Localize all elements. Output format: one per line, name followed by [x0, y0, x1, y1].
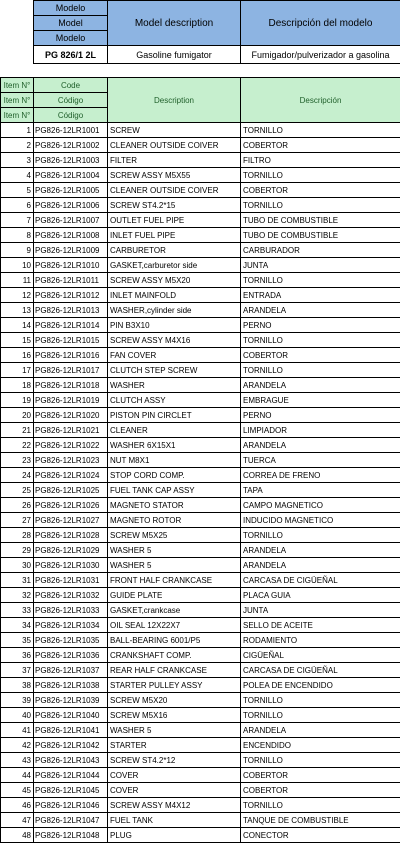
model-description-header: Model description [108, 1, 241, 46]
part-code: PG826-12LR1024 [34, 468, 108, 483]
table-row [1, 783, 400, 798]
part-code: PG826-12LR1035 [34, 633, 108, 648]
parts-table [0, 77, 400, 843]
item-number: 13 [1, 303, 34, 318]
item-number: 20 [1, 408, 34, 423]
part-code: PG826-12LR1046 [34, 798, 108, 813]
model-desc-en: Gasoline fumigator [108, 46, 241, 64]
part-description-es: TORNILLO [241, 123, 400, 138]
part-code: PG826-12LR1019 [34, 393, 108, 408]
item-number: 16 [1, 348, 34, 363]
part-code: PG826-12LR1040 [34, 708, 108, 723]
modelo-label: Modelo [34, 1, 108, 16]
part-code: PG826-12LR1008 [34, 228, 108, 243]
part-description-en: STOP CORD COMP. [108, 468, 241, 483]
table-row [1, 393, 400, 408]
table-row [1, 363, 400, 378]
item-number: 38 [1, 678, 34, 693]
item-number: 48 [1, 828, 34, 843]
item-number: 34 [1, 618, 34, 633]
part-description-es: CARCASA DE CIGÜEÑAL [241, 573, 400, 588]
part-code: PG826-12LR1027 [34, 513, 108, 528]
part-description-es: ARANDELA [241, 558, 400, 573]
part-description-en: SCREW M5X25 [108, 528, 241, 543]
part-description-en: COVER [108, 783, 241, 798]
item-number: 21 [1, 423, 34, 438]
part-description-en: SCREW [108, 123, 241, 138]
part-description-es: LIMPIADOR [241, 423, 400, 438]
table-row [1, 603, 400, 618]
item-number: 18 [1, 378, 34, 393]
item-number: 7 [1, 213, 34, 228]
part-code: PG826-12LR1020 [34, 408, 108, 423]
part-description-es: TORNILLO [241, 798, 400, 813]
model-desc-es: Fumigador/pulverizador a gasolina [241, 46, 400, 64]
model-code: PG 826/1 2L [34, 46, 108, 64]
item-number: 31 [1, 573, 34, 588]
part-description-en: WASHER,cylinder side [108, 303, 241, 318]
part-code: PG826-12LR1010 [34, 258, 108, 273]
model-label: Model [34, 16, 108, 31]
part-code: PG826-12LR1038 [34, 678, 108, 693]
part-description-es: PERNO [241, 408, 400, 423]
descripcion-header: Descripción [241, 78, 400, 123]
part-description-es: ARANDELA [241, 378, 400, 393]
part-code: PG826-12LR1009 [34, 243, 108, 258]
part-description-en: FUEL TANK [108, 813, 241, 828]
item-number: 42 [1, 738, 34, 753]
part-description-en: SCREW ST4.2*15 [108, 198, 241, 213]
item-number: 28 [1, 528, 34, 543]
part-code: PG826-12LR1043 [34, 753, 108, 768]
part-description-es: COBERTOR [241, 138, 400, 153]
part-code: PG826-12LR1042 [34, 738, 108, 753]
part-description-en: STARTER [108, 738, 241, 753]
item-number: 4 [1, 168, 34, 183]
part-description-es: TUBO DE COMBUSTIBLE [241, 228, 400, 243]
part-description-en: PISTON PIN CIRCLET [108, 408, 241, 423]
item-number: 29 [1, 543, 34, 558]
table-row [1, 153, 400, 168]
part-description-en: NUT M8X1 [108, 453, 241, 468]
part-code: PG826-12LR1031 [34, 573, 108, 588]
part-code: PG826-12LR1047 [34, 813, 108, 828]
part-code: PG826-12LR1012 [34, 288, 108, 303]
part-description-es: CAMPO MAGNETICO [241, 498, 400, 513]
part-description-es: TORNILLO [241, 273, 400, 288]
item-number: 36 [1, 648, 34, 663]
table-row [1, 348, 400, 363]
part-description-es: FILTRO [241, 153, 400, 168]
part-description-en: CARBURETOR [108, 243, 241, 258]
part-code: PG826-12LR1014 [34, 318, 108, 333]
part-code: PG826-12LR1004 [34, 168, 108, 183]
part-code: PG826-12LR1039 [34, 693, 108, 708]
part-description-es: EMBRAGUE [241, 393, 400, 408]
item-number: 46 [1, 798, 34, 813]
table-row [1, 753, 400, 768]
table-row [1, 663, 400, 678]
table-row [1, 423, 400, 438]
part-code: PG826-12LR1015 [34, 333, 108, 348]
table-row [1, 333, 400, 348]
item-number-header: Item N° [1, 78, 34, 93]
part-description-en: SCREW M5X20 [108, 693, 241, 708]
table-row [1, 513, 400, 528]
item-number: 3 [1, 153, 34, 168]
item-number: 8 [1, 228, 34, 243]
item-number: 12 [1, 288, 34, 303]
part-code: PG826-12LR1048 [34, 828, 108, 843]
part-description-en: STARTER PULLEY ASSY [108, 678, 241, 693]
part-description-es: TORNILLO [241, 198, 400, 213]
table-row [1, 408, 400, 423]
part-description-es: TORNILLO [241, 363, 400, 378]
part-description-es: TANQUE DE COMBUSTIBLE [241, 813, 400, 828]
item-number: 32 [1, 588, 34, 603]
part-description-es: CONECTOR [241, 828, 400, 843]
part-description-es: ARANDELA [241, 438, 400, 453]
part-description-en: WASHER [108, 378, 241, 393]
item-number: 33 [1, 603, 34, 618]
part-code: PG826-12LR1045 [34, 783, 108, 798]
item-number: 44 [1, 768, 34, 783]
part-description-en: BALL-BEARING 6001/P5 [108, 633, 241, 648]
part-description-es: ENTRADA [241, 288, 400, 303]
part-code: PG826-12LR1002 [34, 138, 108, 153]
codigo-header-2: Código [34, 108, 108, 123]
table-row [1, 318, 400, 333]
part-description-es: INDUCIDO MAGNETICO [241, 513, 400, 528]
part-description-en: SCREW M5X16 [108, 708, 241, 723]
part-description-es: TORNILLO [241, 168, 400, 183]
part-description-es: TORNILLO [241, 528, 400, 543]
part-description-en: CLEANER OUTSIDE COIVER [108, 183, 241, 198]
part-code: PG826-12LR1007 [34, 213, 108, 228]
part-description-en: PIN B3X10 [108, 318, 241, 333]
table-row [1, 813, 400, 828]
part-description-es: ARANDELA [241, 303, 400, 318]
part-code: PG826-12LR1029 [34, 543, 108, 558]
part-description-en: GUIDE PLATE [108, 588, 241, 603]
table-row [1, 303, 400, 318]
part-description-es: TORNILLO [241, 753, 400, 768]
item-number: 17 [1, 363, 34, 378]
part-code: PG826-12LR1030 [34, 558, 108, 573]
part-description-en: OUTLET FUEL PIPE [108, 213, 241, 228]
item-number: 5 [1, 183, 34, 198]
item-number: 23 [1, 453, 34, 468]
item-number: 19 [1, 393, 34, 408]
part-description-es: COBERTOR [241, 783, 400, 798]
table-row [1, 453, 400, 468]
item-number: 37 [1, 663, 34, 678]
item-number: 14 [1, 318, 34, 333]
part-description-en: SCREW ASSY M5X20 [108, 273, 241, 288]
part-code: PG826-12LR1041 [34, 723, 108, 738]
table-row [1, 213, 400, 228]
code-header: Code [34, 78, 108, 93]
part-description-es: TAPA [241, 483, 400, 498]
item-number: 26 [1, 498, 34, 513]
part-description-en: COVER [108, 768, 241, 783]
part-code: PG826-12LR1037 [34, 663, 108, 678]
part-description-es: CARCASA DE CIGÜEÑAL [241, 663, 400, 678]
table-row [1, 198, 400, 213]
table-row [1, 768, 400, 783]
part-code: PG826-12LR1032 [34, 588, 108, 603]
part-code: PG826-12LR1022 [34, 438, 108, 453]
part-description-en: WASHER 5 [108, 558, 241, 573]
item-number: 15 [1, 333, 34, 348]
modelo-label-2: Modelo [34, 31, 108, 46]
item-number: 30 [1, 558, 34, 573]
part-description-es: ARANDELA [241, 543, 400, 558]
part-description-es: TORNILLO [241, 333, 400, 348]
table-row [1, 498, 400, 513]
part-code: PG826-12LR1017 [34, 363, 108, 378]
part-description-es: TUERCA [241, 453, 400, 468]
item-number: 10 [1, 258, 34, 273]
table-row [1, 678, 400, 693]
part-description-es: COBERTOR [241, 183, 400, 198]
part-description-en: CLUTCH ASSY [108, 393, 241, 408]
part-description-es: ARANDELA [241, 723, 400, 738]
part-description-en: INLET FUEL PIPE [108, 228, 241, 243]
table-row [1, 618, 400, 633]
part-code: PG826-12LR1033 [34, 603, 108, 618]
item-number: 41 [1, 723, 34, 738]
part-code: PG826-12LR1011 [34, 273, 108, 288]
part-description-en: FAN COVER [108, 348, 241, 363]
part-description-en: REAR HALF CRANKCASE [108, 663, 241, 678]
part-code: PG826-12LR1034 [34, 618, 108, 633]
table-row [1, 528, 400, 543]
part-code: PG826-12LR1023 [34, 453, 108, 468]
item-number: 11 [1, 273, 34, 288]
part-description-es: JUNTA [241, 258, 400, 273]
part-description-en: SCREW ASSY M5X55 [108, 168, 241, 183]
part-description-es: CORREA DE FRENO [241, 468, 400, 483]
part-code: PG826-12LR1036 [34, 648, 108, 663]
item-number: 40 [1, 708, 34, 723]
part-description-es: POLEA DE ENCENDIDO [241, 678, 400, 693]
part-description-en: GASKET,carburetor side [108, 258, 241, 273]
table-row [1, 693, 400, 708]
item-number: 9 [1, 243, 34, 258]
item-number: 35 [1, 633, 34, 648]
table-row [1, 258, 400, 273]
codigo-header: Código [34, 93, 108, 108]
table-row [1, 123, 400, 138]
item-number-header-es: Item N° [1, 93, 34, 108]
part-description-es: PLACA GUIA [241, 588, 400, 603]
part-description-es: TUBO DE COMBUSTIBLE [241, 213, 400, 228]
part-description-en: CLUTCH STEP SCREW [108, 363, 241, 378]
part-description-en: CRANKSHAFT COMP. [108, 648, 241, 663]
part-description-en: WASHER 6X15X1 [108, 438, 241, 453]
part-description-en: GASKET,crankcase [108, 603, 241, 618]
table-row [1, 738, 400, 753]
part-description-es: TORNILLO [241, 708, 400, 723]
item-number: 6 [1, 198, 34, 213]
part-code: PG826-12LR1001 [34, 123, 108, 138]
item-number: 43 [1, 753, 34, 768]
table-row [1, 708, 400, 723]
part-description-en: WASHER 5 [108, 723, 241, 738]
table-row [1, 648, 400, 663]
part-description-en: OIL SEAL 12X22X7 [108, 618, 241, 633]
table-row [1, 828, 400, 843]
table-row [1, 588, 400, 603]
part-description-es: COBERTOR [241, 348, 400, 363]
part-description-es: ENCENDIDO [241, 738, 400, 753]
table-row [1, 183, 400, 198]
parts-rows [1, 123, 400, 843]
part-description-en: FUEL TANK CAP ASSY [108, 483, 241, 498]
part-code: PG826-12LR1003 [34, 153, 108, 168]
part-code: PG826-12LR1005 [34, 183, 108, 198]
part-description-en: INLET MAINFOLD [108, 288, 241, 303]
part-code: PG826-12LR1028 [34, 528, 108, 543]
description-header: Description [108, 78, 241, 123]
table-row [1, 438, 400, 453]
item-number: 1 [1, 123, 34, 138]
part-code: PG826-12LR1025 [34, 483, 108, 498]
part-code: PG826-12LR1018 [34, 378, 108, 393]
part-description-en: MAGNETO ROTOR [108, 513, 241, 528]
table-row [1, 483, 400, 498]
table-row [1, 723, 400, 738]
item-number-header-3: Item N° [1, 108, 34, 123]
table-row [1, 378, 400, 393]
part-description-es: TORNILLO [241, 693, 400, 708]
part-description-en: CLEANER OUTSIDE COIVER [108, 138, 241, 153]
table-row [1, 243, 400, 258]
part-code: PG826-12LR1026 [34, 498, 108, 513]
table-row [1, 138, 400, 153]
part-code: PG826-12LR1006 [34, 198, 108, 213]
table-row [1, 573, 400, 588]
item-number: 22 [1, 438, 34, 453]
part-description-en: FILTER [108, 153, 241, 168]
part-description-en: SCREW ST4.2*12 [108, 753, 241, 768]
table-row [1, 288, 400, 303]
part-description-en: FRONT HALF CRANKCASE [108, 573, 241, 588]
part-description-en: SCREW ASSY M4X12 [108, 798, 241, 813]
item-number: 2 [1, 138, 34, 153]
item-number: 47 [1, 813, 34, 828]
table-row [1, 543, 400, 558]
part-code: PG826-12LR1016 [34, 348, 108, 363]
part-code: PG826-12LR1044 [34, 768, 108, 783]
item-number: 45 [1, 783, 34, 798]
table-row [1, 228, 400, 243]
part-description-es: JUNTA [241, 603, 400, 618]
part-description-es: CIGÜEÑAL [241, 648, 400, 663]
part-description-es: RODAMIENTO [241, 633, 400, 648]
item-number: 25 [1, 483, 34, 498]
table-row [1, 168, 400, 183]
part-description-en: PLUG [108, 828, 241, 843]
part-code: PG826-12LR1021 [34, 423, 108, 438]
part-description-en: MAGNETO STATOR [108, 498, 241, 513]
part-description-en: WASHER 5 [108, 543, 241, 558]
part-code: PG826-12LR1013 [34, 303, 108, 318]
part-description-en: CLEANER [108, 423, 241, 438]
table-row [1, 468, 400, 483]
part-description-es: CARBURADOR [241, 243, 400, 258]
part-description-es: SELLO DE ACEITE [241, 618, 400, 633]
part-description-es: PERNO [241, 318, 400, 333]
table-row [1, 273, 400, 288]
item-number: 27 [1, 513, 34, 528]
part-description-es: COBERTOR [241, 768, 400, 783]
table-row [1, 633, 400, 648]
item-number: 24 [1, 468, 34, 483]
descripcion-modelo-header: Descripción del modelo [241, 1, 400, 46]
model-header-table [33, 0, 400, 64]
item-number: 39 [1, 693, 34, 708]
part-description-en: SCREW ASSY M4X16 [108, 333, 241, 348]
table-row [1, 558, 400, 573]
